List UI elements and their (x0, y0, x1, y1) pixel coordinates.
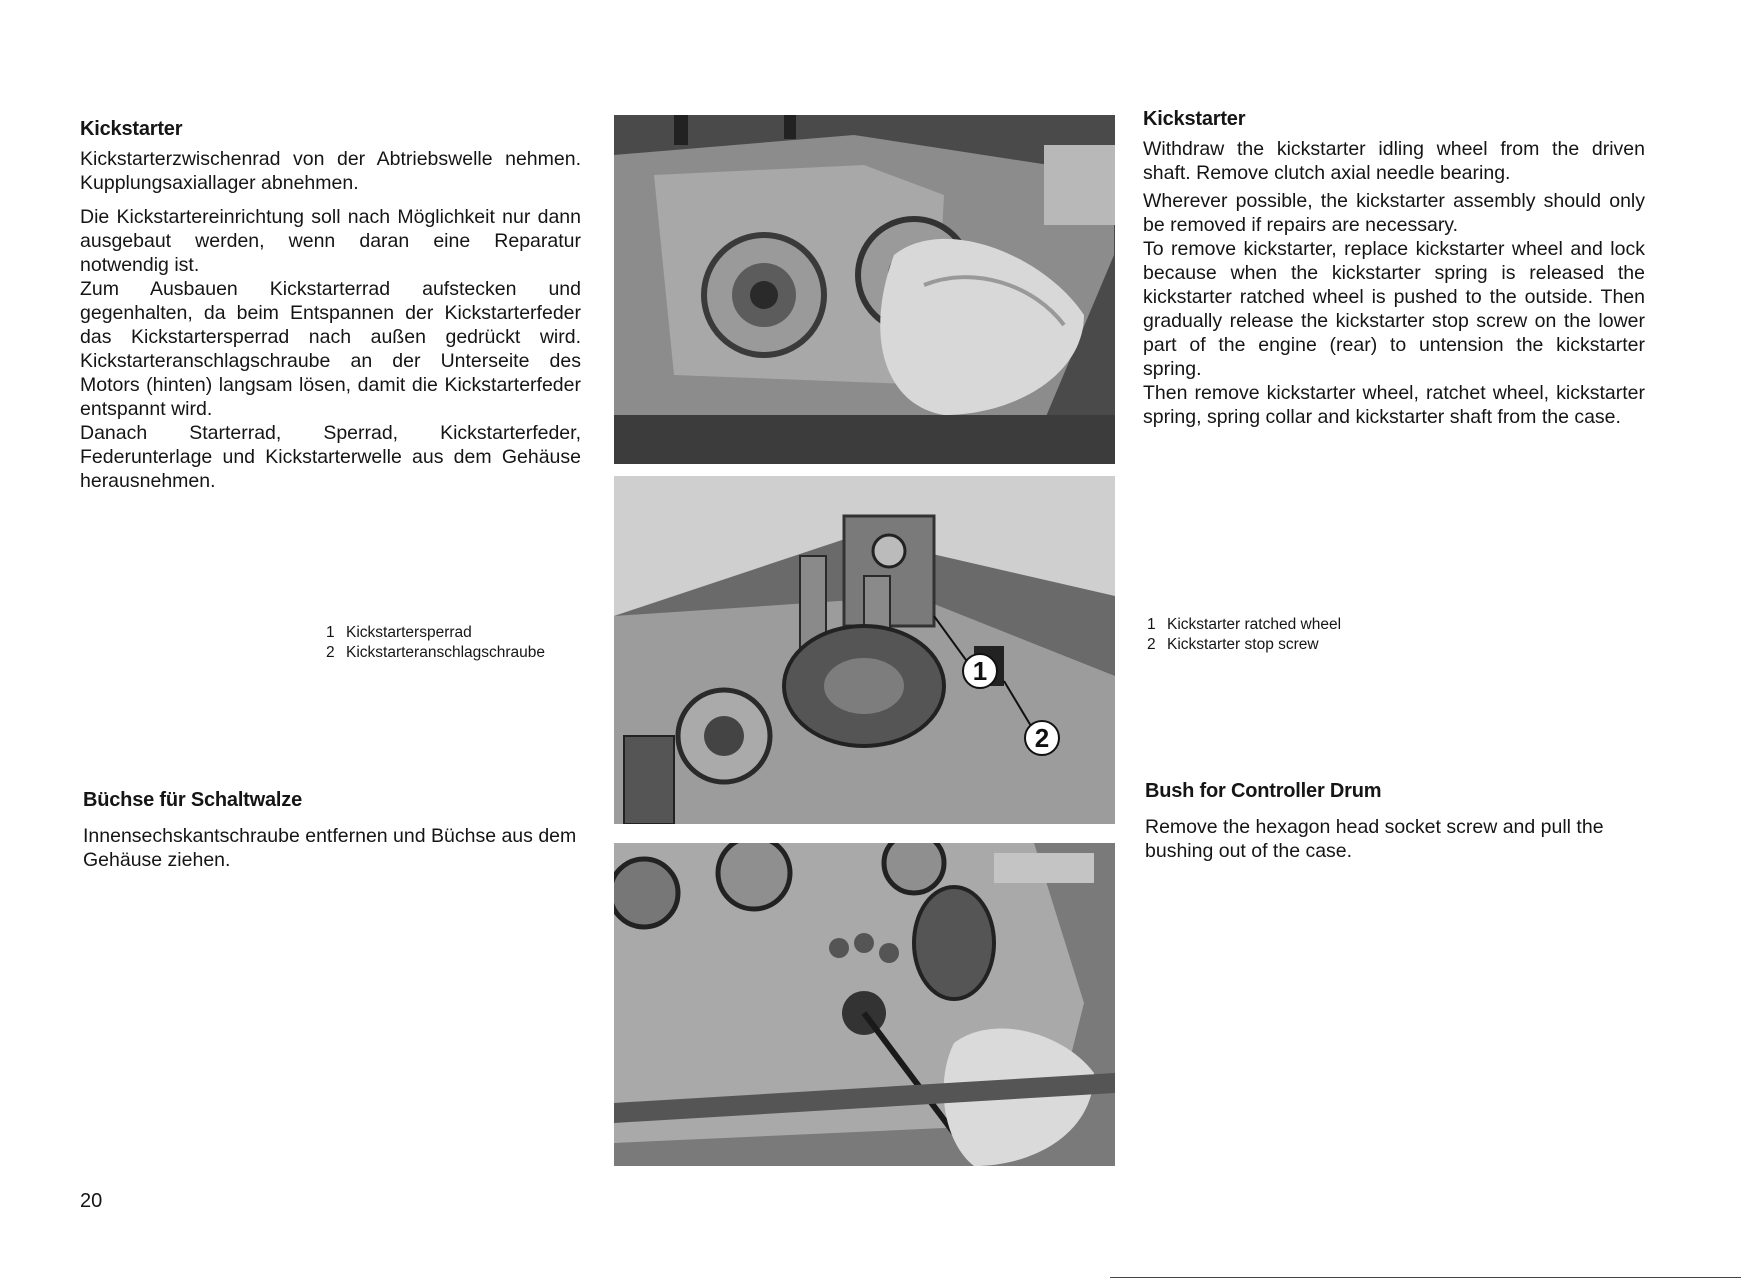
kickstarter-paragraph-2-en: Wherever possible, the kickstarter assembly should only be removed if repairs are necessary. (1143, 190, 1645, 236)
photo-ratchet-wheel-stop-screw (614, 476, 1115, 824)
kickstarter-paragraph-1-en: Withdraw the kickstarter idling wheel from the driven shaft. Remove clutch axial needle bearing. (1143, 138, 1645, 184)
callout-2: 2 (1034, 723, 1050, 753)
callout-1: 1 (972, 656, 988, 686)
bush-paragraph-de: Innensechskantschraube entfernen und Büchse aus dem Gehäuse ziehen. (83, 825, 577, 871)
german-bush-section (83, 789, 586, 882)
bush-heading-de: Büchse für Schaltwalze (83, 789, 302, 811)
kickstarter-heading-en: Kickstarter (1143, 108, 1246, 130)
legend-item-en: 2 Kickstarter stop screw (1147, 636, 1319, 653)
kickstarter-paragraph-4-de: Danach Starterrad, Sperrad, Kickstarterfeder, Federunterlage und Kickstarterwelle aus dem Gehäuse herausnehmen. (80, 422, 581, 492)
legend-item-en: 1 Kickstarter ratched wheel (1147, 616, 1342, 633)
kickstarter-paragraph-3-en: To remove kickstarter, replace kickstarter wheel and lock because when the kickstarter spring is released the kickstarter ratched wheel is pushed to the outside. Then gradually release the kickstarter stop screw on the lower part of the engine (rear) to untension the kickstarter spring. (1143, 238, 1645, 380)
kickstarter-paragraph-2-de: Die Kickstartereinrichtung soll nach Möglichkeit nur dann ausgebaut werden, wenn daran eine Reparatur notwendig ist. (80, 206, 581, 276)
bush-heading-en: Bush for Controller Drum (1145, 780, 1382, 802)
english-bush-section (1145, 780, 1650, 873)
figure-legend-de (326, 623, 596, 663)
kickstarter-heading-de: Kickstarter (80, 118, 183, 140)
photo-kickstarter-removal (614, 115, 1115, 464)
english-column (1143, 108, 1645, 429)
legend-item-de: 2 Kickstarteranschlagschraube (326, 644, 546, 661)
bush-paragraph-en: Remove the hexagon head socket screw and pull the bushing out of the case. (1145, 816, 1604, 862)
figure-legend-en (1147, 615, 1447, 655)
kickstarter-paragraph-3-de: Zum Ausbauen Kickstarterrad aufstecken und gegenhalten, da beim Entspannen der Kickstarterfeder das Kickstartersperrad nach außen gedrückt wird. Kickstarteranschlagschraube an der Unterseite des Motors (hinten) langsam lösen, damit die Kickstarterfeder entspannt wird. (80, 278, 581, 420)
bottom-rule (1110, 1277, 1741, 1278)
kickstarter-paragraph-4-en: Then remove kickstarter wheel, ratchet wheel, kickstarter spring, spring collar and kickstarter shaft from the case. (1143, 382, 1645, 428)
german-column (80, 118, 581, 493)
legend-item-de: 1 Kickstartersperrad (326, 624, 472, 641)
kickstarter-paragraph-1-de: Kickstarterzwischenrad von der Abtriebswelle nehmen. Kupplungsaxiallager abnehmen. (80, 148, 581, 194)
page-number: 20 (80, 1190, 103, 1212)
photo-bush-removal (614, 843, 1115, 1166)
